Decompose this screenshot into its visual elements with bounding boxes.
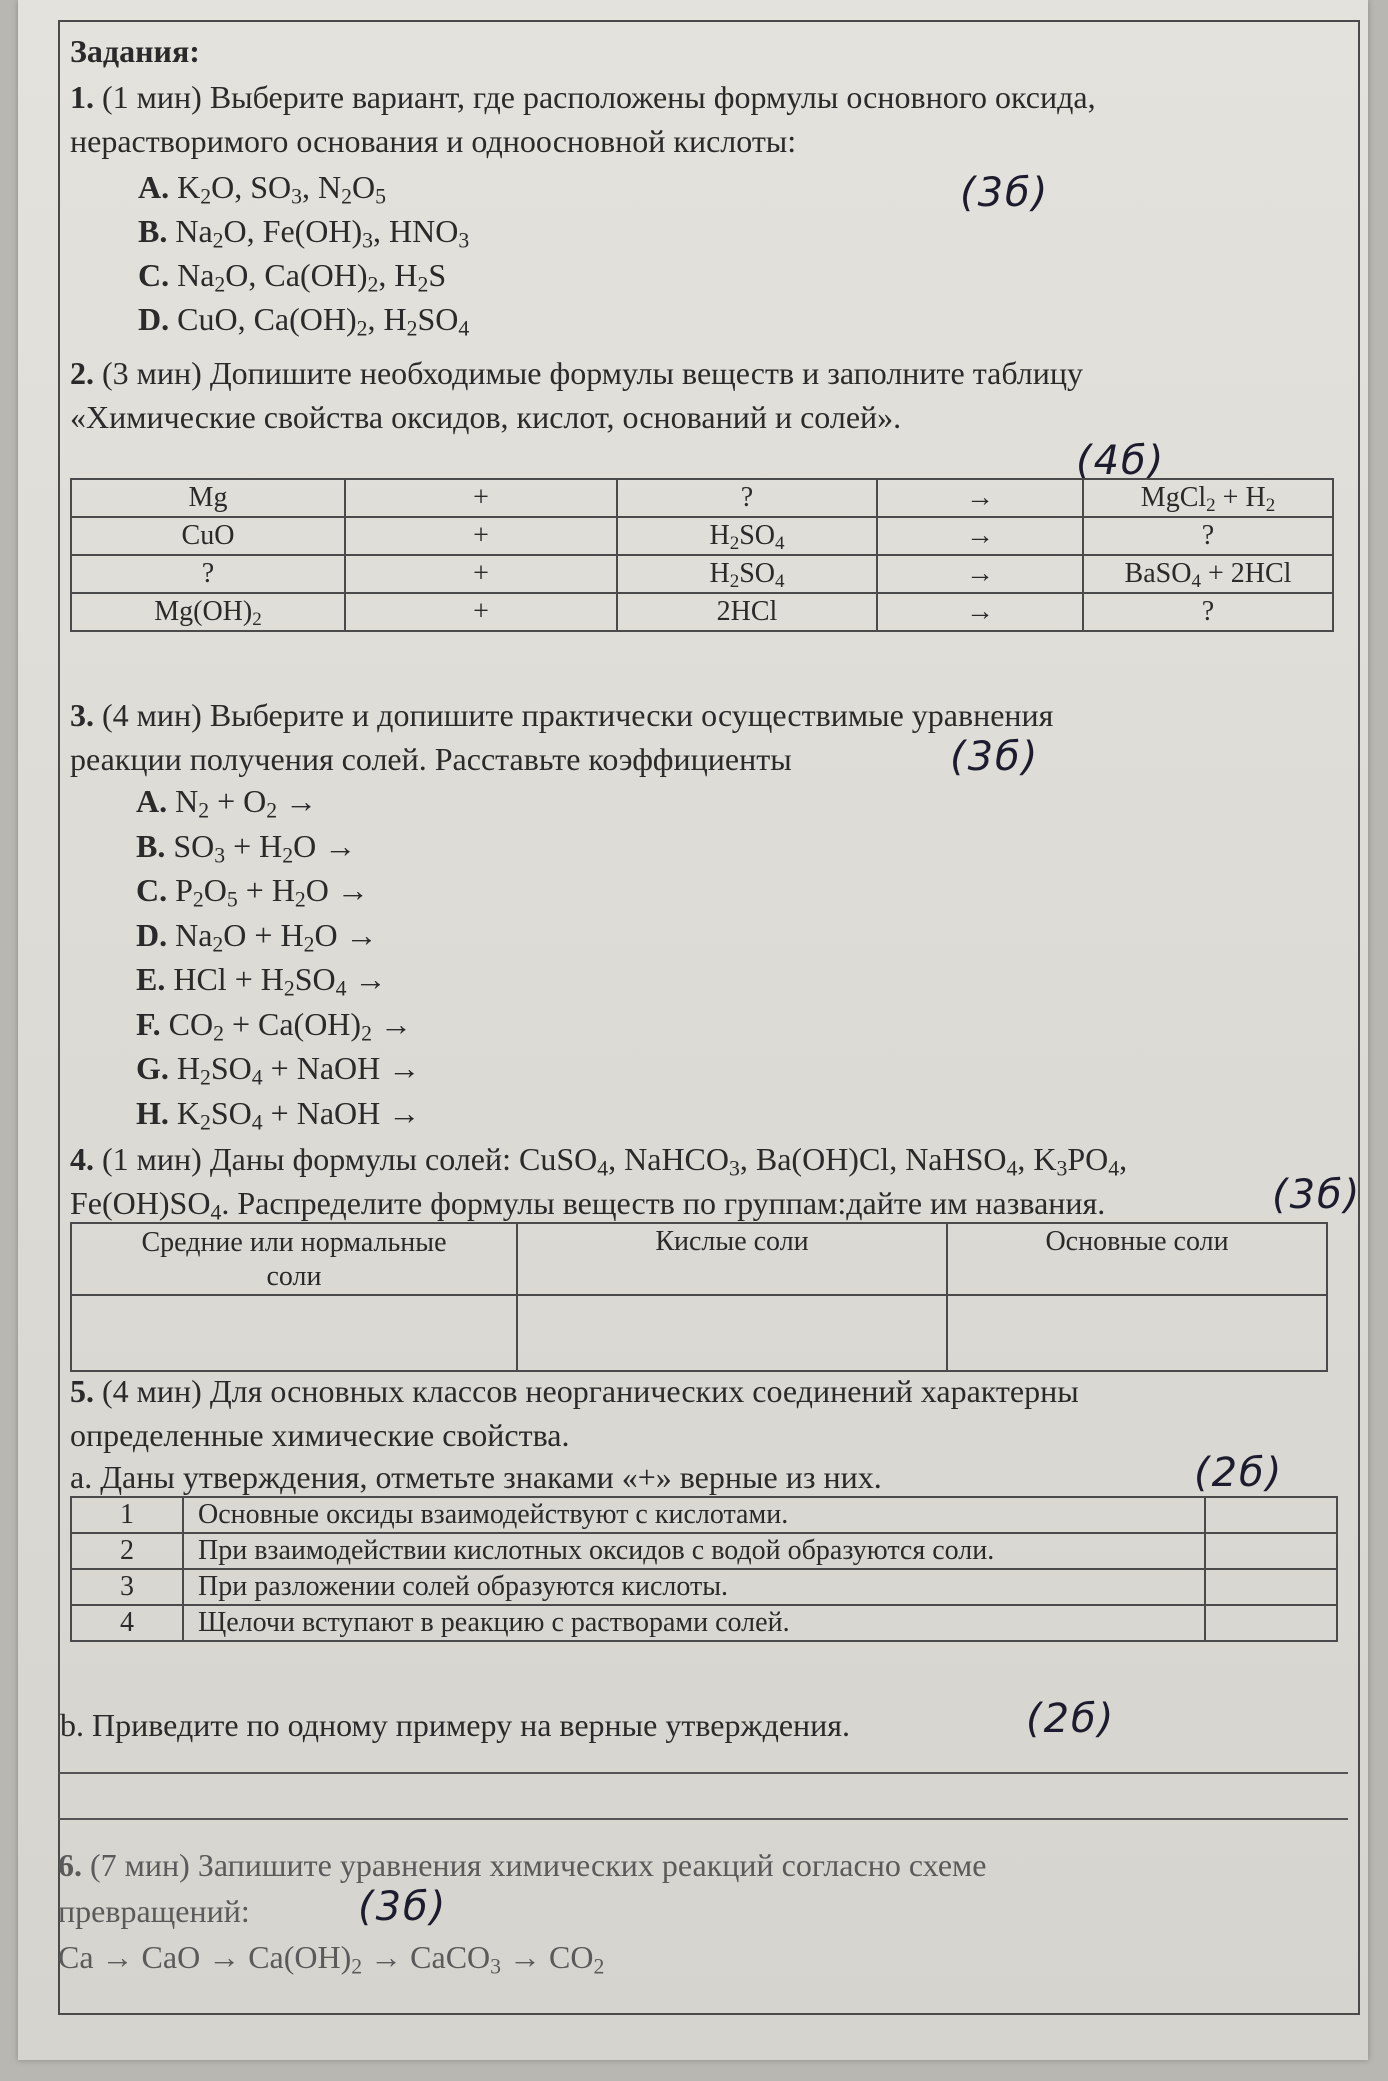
- task6-line2: превращений:: [58, 1893, 250, 1929]
- task1-score-handwritten: (3б): [960, 170, 1050, 216]
- task2-cell: +: [345, 517, 617, 555]
- task2-blank-cell[interactable]: ?: [1083, 517, 1333, 555]
- task3-option[interactable]: D. $Na_2O + H_2O$ →: [136, 916, 378, 956]
- task2-blank-cell[interactable]: ?: [617, 479, 877, 517]
- answer-line-1[interactable]: [58, 1772, 1348, 1774]
- task5-statement-row: [71, 1569, 1337, 1605]
- task5-b-score-handwritten: (2б): [1026, 1696, 1116, 1742]
- statement-mark-cell[interactable]: [1205, 1569, 1337, 1605]
- task2-blank-cell[interactable]: ?: [1083, 593, 1333, 631]
- task3-score-handwritten: (3б): [950, 734, 1040, 780]
- task4-table: [70, 1222, 1328, 1372]
- task5-line2: определенные химические свойства.: [70, 1417, 570, 1453]
- task3-line1: [70, 696, 1053, 734]
- task1-option[interactable]: A. $K_2O$, $SO_3$, $N_2O_5$: [138, 169, 386, 209]
- task3-option[interactable]: E. HCl + $H_2SO_4$ →: [136, 961, 387, 1001]
- task3-number: 3.: [70, 697, 94, 733]
- task1-number: 1.: [70, 79, 94, 115]
- task2-cell: $H_2SO_4$: [617, 517, 877, 555]
- task5-text: (4 мин) Для основных классов неорганических соединений характерны: [102, 1373, 1079, 1409]
- task2-table: [70, 478, 1334, 632]
- task2-row: [71, 517, 1333, 555]
- task3-option[interactable]: F. $CO_2 + Ca(OH)_2$ →: [136, 1005, 412, 1045]
- task6-line1: [58, 1846, 986, 1884]
- task2-number: 2.: [70, 355, 94, 391]
- task2-row: [71, 479, 1333, 517]
- task4-col-acid-salts: Кислые соли: [517, 1223, 947, 1295]
- task4-number: 4.: [70, 1141, 94, 1177]
- statement-text: При взаимодействии кислотных оксидов с водой образуются соли.: [183, 1533, 1205, 1569]
- task4-answer-basic[interactable]: [947, 1295, 1327, 1371]
- answer-line-2[interactable]: [58, 1818, 1348, 1820]
- task2-row: [71, 555, 1333, 593]
- task4-answer-normal[interactable]: [71, 1295, 517, 1371]
- task3-option[interactable]: A. $N_2 + O_2$ →: [136, 783, 318, 823]
- task2-cell: $Mg(OH)_2$: [71, 593, 345, 631]
- task4-col-basic-salts: Основные соли: [947, 1223, 1327, 1295]
- task2-cell: BaSO$_4$ + 2HCl: [1083, 555, 1333, 593]
- task1-line2: нерастворимого основания и одноосновной кислоты:: [70, 123, 797, 159]
- task2-cell: →: [877, 479, 1083, 517]
- task6-scheme: Ca → CaO → $Ca(OH)_2$ → CaCO$_3$ → $CO_2$: [58, 1939, 605, 1979]
- statement-mark-cell[interactable]: [1205, 1605, 1337, 1641]
- task2-cell: +: [345, 479, 617, 517]
- task4-text: (1 мин) Даны формулы солей: CuSO$_4$, NaHCO$_3$, Ba(OH)Cl, NaHSO$_4$, $K_3PO_4$,: [102, 1141, 1128, 1181]
- task2-line1: [70, 354, 1083, 392]
- statement-text: Основные оксиды взаимодействуют с кислотами.: [183, 1497, 1205, 1533]
- statement-mark-cell[interactable]: [1205, 1497, 1337, 1533]
- task1-line1: [70, 78, 1096, 116]
- statement-number: 3: [71, 1569, 183, 1605]
- task2-cell: +: [345, 593, 617, 631]
- task2-cell: CuO: [71, 517, 345, 555]
- task6-number: 6.: [58, 1847, 82, 1883]
- statement-mark-cell[interactable]: [1205, 1533, 1337, 1569]
- task2-cell: Mg: [71, 479, 345, 517]
- task2-text: (3 мин) Допишите необходимые формулы веществ и заполните таблицу: [102, 355, 1084, 391]
- task5-b-label: b. Приведите по одному примеру на верные утверждения.: [60, 1707, 851, 1743]
- task3-option[interactable]: H. $K_2SO_4$ + NaOH →: [136, 1094, 421, 1134]
- task3-option[interactable]: C. $P_2O_5 + H_2O$ →: [136, 872, 369, 912]
- statement-number: 2: [71, 1533, 183, 1569]
- task2-blank-cell[interactable]: ?: [71, 555, 345, 593]
- task1-option[interactable]: B. $Na_2O$, $Fe(OH)_3$, $HNO_3$: [138, 213, 470, 253]
- task4-score-handwritten: (3б): [1272, 1172, 1362, 1218]
- worksheet-page: [18, 0, 1368, 2060]
- task5-line1: [70, 1372, 1079, 1410]
- task4-col-normal-salts: Средние или нормальные соли: [71, 1223, 517, 1295]
- task6-text: (7 мин) Запишите уравнения химических реакций согласно схеме: [90, 1847, 987, 1883]
- task2-cell: MgCl$_2$ + $H_2$: [1083, 479, 1333, 517]
- task5-a-score-handwritten: (2б): [1194, 1450, 1284, 1496]
- task1-option[interactable]: D. CuO, $Ca(OH)_2$, $H_2SO_4$: [138, 301, 470, 341]
- page-title: Задания:: [70, 33, 200, 69]
- task1-text: (1 мин) Выберите вариант, где расположены формулы основного оксида,: [102, 79, 1096, 115]
- task2-row: [71, 593, 1333, 631]
- task5-number: 5.: [70, 1373, 94, 1409]
- task4-answer-acid[interactable]: [517, 1295, 947, 1371]
- task2-cell: →: [877, 555, 1083, 593]
- task2-cell: 2HCl: [617, 593, 877, 631]
- task3-option[interactable]: B. $SO_3 + H_2O$ →: [136, 827, 357, 867]
- task4-line1: [70, 1140, 1128, 1181]
- task5-statement-row: [71, 1605, 1337, 1641]
- task5-statement-row: [71, 1497, 1337, 1533]
- task2-cell: +: [345, 555, 617, 593]
- statement-number: 4: [71, 1605, 183, 1641]
- task2-line2: «Химические свойства оксидов, кислот, оснований и солей».: [70, 399, 902, 435]
- task1-option[interactable]: C. $Na_2O$, $Ca(OH)_2$, $H_2S$: [138, 257, 447, 297]
- task2-cell: $H_2SO_4$: [617, 555, 877, 593]
- task6-score-handwritten: (3б): [358, 1884, 448, 1930]
- task3-text: (4 мин) Выберите и допишите практически осуществимые уравнения: [102, 697, 1054, 733]
- statement-text: Щелочи вступают в реакцию с растворами солей.: [183, 1605, 1205, 1641]
- task5-statement-row: [71, 1533, 1337, 1569]
- task2-cell: →: [877, 517, 1083, 555]
- task5-a-label: a. Даны утверждения, отметьте знаками «+» верные из них.: [70, 1459, 882, 1495]
- task2-score-handwritten: (4б): [1076, 438, 1166, 484]
- task4-line2: $Fe(OH)SO_4$. Распределите формулы веществ по группам:дайте им названия.: [70, 1185, 1106, 1225]
- statement-number: 1: [71, 1497, 183, 1533]
- task2-cell: →: [877, 593, 1083, 631]
- task3-option[interactable]: G. $H_2SO_4$ + NaOH →: [136, 1050, 421, 1090]
- task5-statements-table: [70, 1496, 1338, 1642]
- task3-line2: реакции получения солей. Расставьте коэффициенты: [70, 741, 792, 777]
- statement-text: При разложении солей образуются кислоты.: [183, 1569, 1205, 1605]
